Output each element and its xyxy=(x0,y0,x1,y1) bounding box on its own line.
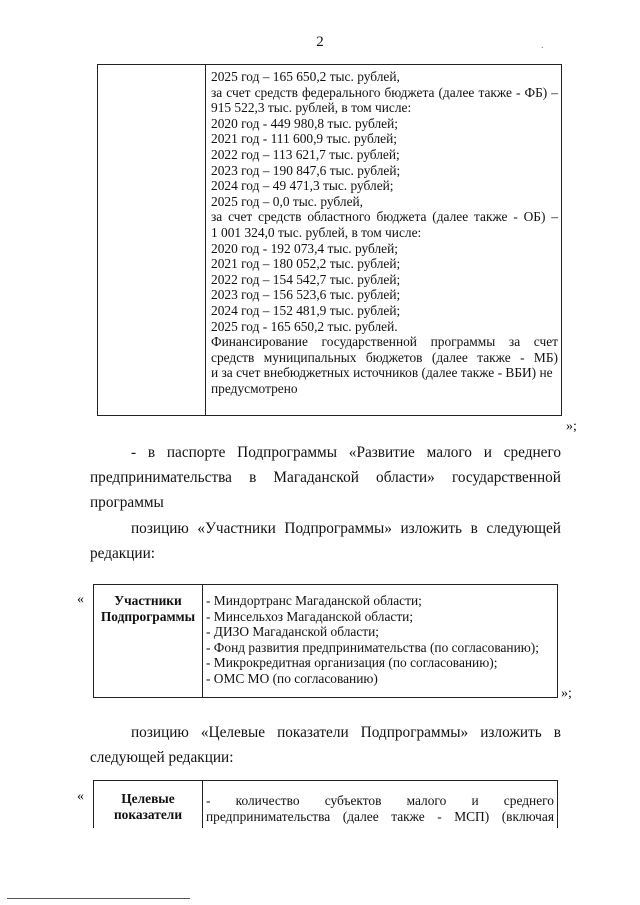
financing-line: 2023 год – 190 847,6 тыс. рублей; xyxy=(211,162,401,178)
financing-line: 2020 год - 192 073,4 тыс. рублей; xyxy=(211,240,398,256)
table-column-divider xyxy=(205,65,206,415)
paragraph-line: следующей редакции: xyxy=(90,749,234,766)
financing-line: за счет средств федерального бюджета (далее также - ФБ) – xyxy=(211,84,558,100)
financing-line: Финансирование государственной программы за счет xyxy=(211,334,558,350)
opening-quote: « xyxy=(77,789,84,804)
financing-line: 2023 год – 156 523,6 тыс. рублей; xyxy=(211,287,401,303)
paragraph-line: - в паспорте Подпрограммы «Развитие малого и среднего xyxy=(131,444,561,461)
financing-line: 915 522,3 тыс. рублей, в том числе: xyxy=(211,100,412,116)
page-number: 2 xyxy=(316,34,324,50)
participants-cell xyxy=(206,593,556,687)
financing-line: 1 001 324,0 тыс. рублей, в том числе: xyxy=(211,224,422,240)
closing-quote: »; xyxy=(561,686,572,701)
paragraph-line: предпринимательства в Магаданской области» государственной xyxy=(90,469,561,486)
participant-item: - Микрокредитная организация (по согласованию); xyxy=(206,655,498,671)
opening-quote: « xyxy=(77,592,84,607)
paragraph-line: программы xyxy=(90,494,164,511)
closing-quote: »; xyxy=(566,419,577,434)
paragraph-line: редакции: xyxy=(90,545,156,562)
financing-line: 2020 год - 449 980,8 тыс. рублей; xyxy=(211,115,398,131)
participants-table xyxy=(93,584,558,698)
financing-line: 2025 год – 0,0 тыс. рублей, xyxy=(211,193,364,209)
financing-line: 2021 год - 111 600,9 тыс. рублей; xyxy=(211,131,397,147)
footnote-rule xyxy=(7,898,190,899)
financing-line: средств муниципальных бюджетов (далее также - МБ) xyxy=(211,349,558,365)
table-column-divider xyxy=(202,585,203,697)
paragraph-line: позицию «Участники Подпрограммы» изложить в следующей xyxy=(131,520,561,537)
financing-line: 2024 год – 49 471,3 тыс. рублей; xyxy=(211,178,394,194)
participants-header xyxy=(94,593,202,625)
indicator-line: предпринимательства (далее также - МСП) (включая xyxy=(206,808,554,824)
financing-table xyxy=(97,64,562,416)
corner-mark: . xyxy=(541,40,544,51)
indicators-header xyxy=(94,791,202,823)
participant-item: - Минсельхоз Магаданской области; xyxy=(206,608,414,624)
participant-item: - Миндортранс Магаданской области; xyxy=(206,593,422,608)
financing-line: 2025 год - 165 650,2 тыс. рублей. xyxy=(211,318,398,334)
indicators-cell xyxy=(206,793,554,824)
financing-line: 2022 год – 113 621,7 тыс. рублей; xyxy=(211,146,400,162)
paragraph-line: позицию «Целевые показатели Подпрограммы» изложить в xyxy=(131,724,561,741)
financing-line: и за счет внебюджетных источников (далее также - ВБИ) не xyxy=(211,365,553,381)
financing-line: 2021 год – 180 052,2 тыс. рублей; xyxy=(211,256,401,272)
header-line: Целевые xyxy=(121,791,175,806)
table-column-divider xyxy=(202,781,203,828)
financing-line: 2022 год – 154 542,7 тыс. рублей; xyxy=(211,271,401,287)
financing-line: 2024 год – 152 481,9 тыс. рублей; xyxy=(211,302,401,318)
indicator-line: - количество субъектов малого и среднего xyxy=(206,793,554,808)
indicators-table xyxy=(93,780,558,828)
header-line: показатели xyxy=(113,807,183,822)
financing-line: предусмотрено xyxy=(211,380,298,396)
participant-item: - ДИЗО Магаданской области; xyxy=(206,624,380,640)
header-line: Подпрограммы xyxy=(100,609,196,624)
financing-cell xyxy=(211,69,558,396)
participant-item: - ОМС МО (по согласованию) xyxy=(206,670,378,686)
financing-line: за счет средств областного бюджета (далее также - ОБ) – xyxy=(211,209,558,225)
header-line: Участники xyxy=(114,593,182,608)
financing-line: 2025 год – 165 650,2 тыс. рублей, xyxy=(211,69,400,84)
participant-item: - Фонд развития предпринимательства (по согласованию); xyxy=(206,639,539,655)
